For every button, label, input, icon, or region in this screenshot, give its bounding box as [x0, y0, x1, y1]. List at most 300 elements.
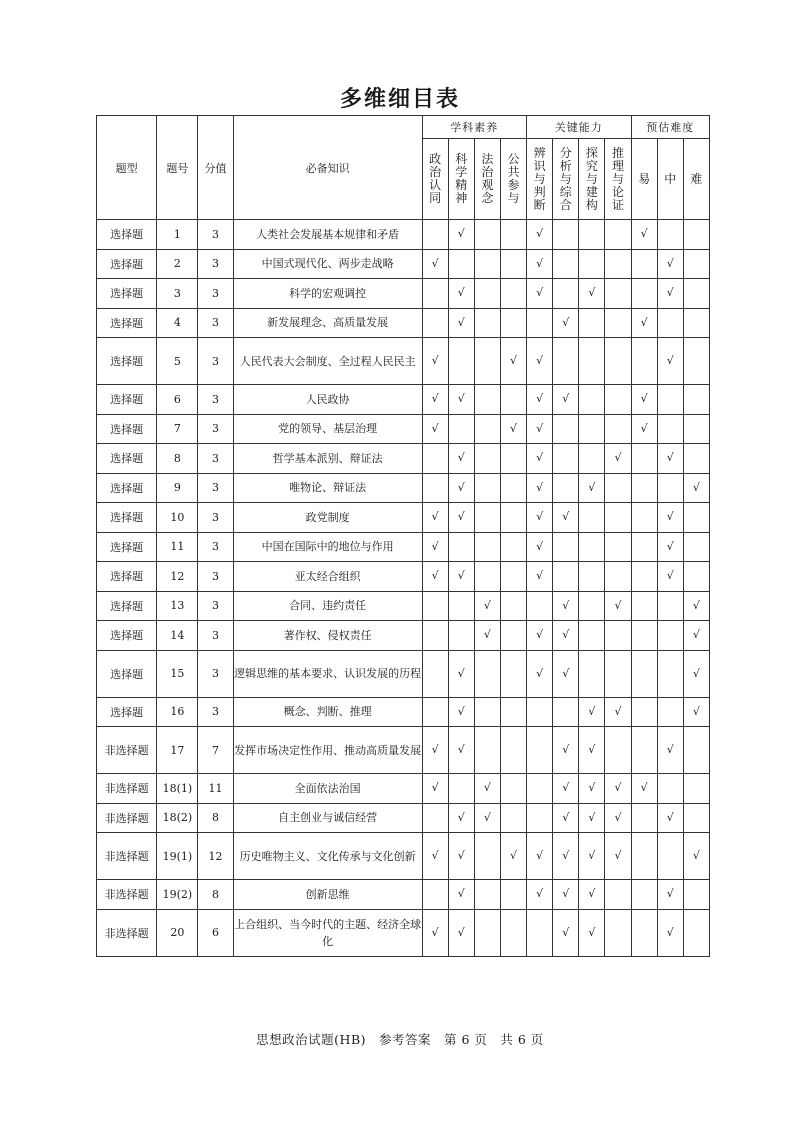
empty-cell	[605, 414, 631, 444]
check-mark: √	[579, 727, 605, 774]
cell-number: 18(1)	[157, 774, 198, 804]
cell-knowledge: 政党制度	[233, 503, 422, 533]
table-row	[97, 220, 710, 250]
check-mark: √	[448, 279, 474, 309]
check-mark: √	[474, 774, 500, 804]
empty-cell	[500, 532, 526, 562]
cell-type: 选择题	[97, 697, 157, 727]
empty-cell	[448, 414, 474, 444]
check-mark: √	[683, 473, 709, 503]
empty-cell	[500, 473, 526, 503]
header-ability: 辨识与判断	[527, 139, 553, 220]
cell-score: 3	[198, 444, 233, 474]
empty-cell	[683, 727, 709, 774]
cell-type: 选择题	[97, 532, 157, 562]
spec-table	[96, 115, 710, 957]
empty-cell	[631, 880, 657, 910]
check-mark: √	[422, 532, 448, 562]
empty-cell	[422, 308, 448, 338]
cell-score: 3	[198, 532, 233, 562]
cell-knowledge: 新发展理念、高质量发展	[233, 308, 422, 338]
empty-cell	[500, 909, 526, 956]
check-mark: √	[605, 444, 631, 474]
empty-cell	[631, 833, 657, 880]
header-ability: 探究与建构	[579, 139, 605, 220]
table-row	[97, 833, 710, 880]
check-mark: √	[527, 650, 553, 697]
cell-score: 11	[198, 774, 233, 804]
empty-cell	[500, 803, 526, 833]
empty-cell	[448, 249, 474, 279]
check-mark: √	[579, 909, 605, 956]
header-literacy: 科学精神	[448, 139, 474, 220]
cell-number: 19(2)	[157, 880, 198, 910]
table-row	[97, 562, 710, 592]
cell-number: 3	[157, 279, 198, 309]
check-mark: √	[605, 697, 631, 727]
empty-cell	[422, 279, 448, 309]
empty-cell	[553, 697, 579, 727]
cell-type: 选择题	[97, 279, 157, 309]
check-mark: √	[422, 503, 448, 533]
cell-score: 3	[198, 650, 233, 697]
empty-cell	[500, 621, 526, 651]
empty-cell	[474, 650, 500, 697]
check-mark: √	[500, 414, 526, 444]
cell-score: 3	[198, 220, 233, 250]
check-mark: √	[683, 621, 709, 651]
empty-cell	[605, 909, 631, 956]
cell-knowledge: 逻辑思维的基本要求、认识发展的历程	[233, 650, 422, 697]
header-literacy: 政治认同	[422, 139, 448, 220]
empty-cell	[527, 591, 553, 621]
check-mark: √	[553, 621, 579, 651]
empty-cell	[605, 621, 631, 651]
table-row	[97, 909, 710, 956]
empty-cell	[579, 532, 605, 562]
cell-knowledge: 全面依法治国	[233, 774, 422, 804]
check-mark: √	[553, 833, 579, 880]
table-body	[97, 220, 710, 957]
empty-cell	[579, 562, 605, 592]
cell-number: 20	[157, 909, 198, 956]
empty-cell	[422, 444, 448, 474]
empty-cell	[683, 880, 709, 910]
empty-cell	[605, 650, 631, 697]
empty-cell	[553, 338, 579, 385]
cell-score: 3	[198, 562, 233, 592]
empty-cell	[448, 338, 474, 385]
check-mark: √	[527, 444, 553, 474]
check-mark: √	[631, 774, 657, 804]
empty-cell	[605, 473, 631, 503]
cell-type: 非选择题	[97, 909, 157, 956]
cell-knowledge: 上合组织、当今时代的主题、经济全球化	[233, 909, 422, 956]
cell-knowledge: 自主创业与诚信经营	[233, 803, 422, 833]
header-difficulty: 难	[683, 139, 709, 220]
check-mark: √	[579, 279, 605, 309]
empty-cell	[579, 220, 605, 250]
check-mark: √	[422, 562, 448, 592]
cell-type: 非选择题	[97, 774, 157, 804]
empty-cell	[657, 414, 683, 444]
cell-type: 选择题	[97, 385, 157, 415]
empty-cell	[500, 591, 526, 621]
empty-cell	[657, 385, 683, 415]
check-mark: √	[474, 621, 500, 651]
check-mark: √	[631, 414, 657, 444]
check-mark: √	[448, 444, 474, 474]
check-mark: √	[448, 650, 474, 697]
check-mark: √	[553, 385, 579, 415]
cell-type: 选择题	[97, 338, 157, 385]
empty-cell	[657, 833, 683, 880]
check-mark: √	[527, 473, 553, 503]
cell-knowledge: 哲学基本派别、辩证法	[233, 444, 422, 474]
cell-number: 19(1)	[157, 833, 198, 880]
empty-cell	[553, 414, 579, 444]
check-mark: √	[448, 385, 474, 415]
cell-knowledge: 亚太经合组织	[233, 562, 422, 592]
cell-number: 16	[157, 697, 198, 727]
empty-cell	[500, 650, 526, 697]
check-mark: √	[657, 880, 683, 910]
check-mark: √	[448, 220, 474, 250]
empty-cell	[527, 774, 553, 804]
empty-cell	[500, 444, 526, 474]
check-mark: √	[631, 308, 657, 338]
cell-knowledge: 党的领导、基层治理	[233, 414, 422, 444]
cell-knowledge: 创新思维	[233, 880, 422, 910]
empty-cell	[474, 444, 500, 474]
empty-cell	[631, 444, 657, 474]
cell-number: 5	[157, 338, 198, 385]
check-mark: √	[448, 909, 474, 956]
check-mark: √	[527, 562, 553, 592]
empty-cell	[474, 697, 500, 727]
cell-score: 3	[198, 697, 233, 727]
check-mark: √	[657, 562, 683, 592]
check-mark: √	[422, 249, 448, 279]
cell-score: 3	[198, 385, 233, 415]
empty-cell	[553, 220, 579, 250]
check-mark: √	[553, 727, 579, 774]
empty-cell	[631, 650, 657, 697]
cell-type: 选择题	[97, 414, 157, 444]
empty-cell	[657, 774, 683, 804]
empty-cell	[631, 532, 657, 562]
empty-cell	[474, 338, 500, 385]
empty-cell	[474, 503, 500, 533]
empty-cell	[683, 909, 709, 956]
table-row	[97, 803, 710, 833]
check-mark: √	[527, 880, 553, 910]
check-mark: √	[683, 591, 709, 621]
page-title: 多维细目表	[339, 87, 460, 112]
header-type: 题型	[97, 116, 157, 220]
empty-cell	[474, 385, 500, 415]
empty-cell	[579, 414, 605, 444]
check-mark: √	[579, 774, 605, 804]
check-mark: √	[448, 503, 474, 533]
cell-score: 3	[198, 249, 233, 279]
cell-number: 1	[157, 220, 198, 250]
table-row	[97, 385, 710, 415]
check-mark: √	[683, 650, 709, 697]
page-footer: 思想政治试题(HB) 参考答案 第 6 页 共 6 页	[256, 1032, 544, 1047]
empty-cell	[579, 249, 605, 279]
check-mark: √	[553, 880, 579, 910]
empty-cell	[605, 562, 631, 592]
empty-cell	[605, 880, 631, 910]
check-mark: √	[579, 803, 605, 833]
table-row	[97, 697, 710, 727]
empty-cell	[657, 591, 683, 621]
header-group-difficulty: 预估难度	[631, 116, 709, 139]
check-mark: √	[448, 727, 474, 774]
empty-cell	[474, 833, 500, 880]
check-mark: √	[605, 774, 631, 804]
empty-cell	[422, 650, 448, 697]
check-mark: √	[683, 833, 709, 880]
empty-cell	[683, 338, 709, 385]
cell-knowledge: 历史唯物主义、文化传承与文化创新	[233, 833, 422, 880]
empty-cell	[631, 473, 657, 503]
empty-cell	[527, 909, 553, 956]
check-mark: √	[527, 503, 553, 533]
empty-cell	[683, 503, 709, 533]
empty-cell	[579, 444, 605, 474]
cell-number: 4	[157, 308, 198, 338]
empty-cell	[422, 880, 448, 910]
cell-number: 17	[157, 727, 198, 774]
header-difficulty: 中	[657, 139, 683, 220]
header-literacy: 法治观念	[474, 139, 500, 220]
empty-cell	[553, 473, 579, 503]
check-mark: √	[657, 279, 683, 309]
cell-knowledge: 人类社会发展基本规律和矛盾	[233, 220, 422, 250]
empty-cell	[631, 562, 657, 592]
empty-cell	[500, 220, 526, 250]
cell-type: 选择题	[97, 444, 157, 474]
empty-cell	[605, 532, 631, 562]
empty-cell	[500, 697, 526, 727]
cell-score: 3	[198, 414, 233, 444]
empty-cell	[527, 697, 553, 727]
cell-number: 8	[157, 444, 198, 474]
empty-cell	[579, 621, 605, 651]
cell-knowledge: 中国在国际中的地位与作用	[233, 532, 422, 562]
cell-type: 选择题	[97, 591, 157, 621]
cell-score: 8	[198, 803, 233, 833]
check-mark: √	[422, 909, 448, 956]
empty-cell	[631, 621, 657, 651]
empty-cell	[605, 338, 631, 385]
cell-score: 12	[198, 833, 233, 880]
header-literacy: 公共参与	[500, 139, 526, 220]
check-mark: √	[579, 880, 605, 910]
empty-cell	[631, 697, 657, 727]
empty-cell	[448, 532, 474, 562]
check-mark: √	[527, 621, 553, 651]
empty-cell	[579, 338, 605, 385]
check-mark: √	[448, 880, 474, 910]
empty-cell	[631, 803, 657, 833]
empty-cell	[683, 562, 709, 592]
cell-score: 3	[198, 503, 233, 533]
empty-cell	[579, 591, 605, 621]
empty-cell	[422, 473, 448, 503]
cell-score: 3	[198, 279, 233, 309]
header-difficulty: 易	[631, 139, 657, 220]
empty-cell	[553, 562, 579, 592]
check-mark: √	[553, 503, 579, 533]
empty-cell	[657, 621, 683, 651]
check-mark: √	[553, 803, 579, 833]
empty-cell	[579, 503, 605, 533]
cell-knowledge: 中国式现代化、两步走战略	[233, 249, 422, 279]
empty-cell	[474, 308, 500, 338]
empty-cell	[683, 249, 709, 279]
header-number: 题号	[157, 116, 198, 220]
empty-cell	[683, 774, 709, 804]
empty-cell	[474, 909, 500, 956]
cell-type: 非选择题	[97, 880, 157, 910]
table-row	[97, 249, 710, 279]
empty-cell	[683, 532, 709, 562]
cell-number: 12	[157, 562, 198, 592]
empty-cell	[527, 803, 553, 833]
check-mark: √	[422, 338, 448, 385]
cell-knowledge: 合同、违约责任	[233, 591, 422, 621]
empty-cell	[605, 385, 631, 415]
empty-cell	[474, 532, 500, 562]
cell-type: 选择题	[97, 473, 157, 503]
cell-knowledge: 科学的宏观调控	[233, 279, 422, 309]
check-mark: √	[553, 308, 579, 338]
table-row	[97, 650, 710, 697]
check-mark: √	[631, 220, 657, 250]
cell-type: 非选择题	[97, 727, 157, 774]
header-knowledge: 必备知识	[233, 116, 422, 220]
cell-score: 3	[198, 621, 233, 651]
empty-cell	[500, 249, 526, 279]
table-row	[97, 308, 710, 338]
empty-cell	[500, 880, 526, 910]
check-mark: √	[474, 803, 500, 833]
check-mark: √	[448, 562, 474, 592]
check-mark: √	[527, 338, 553, 385]
cell-knowledge: 著作权、侵权责任	[233, 621, 422, 651]
empty-cell	[631, 503, 657, 533]
cell-score: 3	[198, 591, 233, 621]
empty-cell	[631, 727, 657, 774]
check-mark: √	[422, 727, 448, 774]
cell-score: 8	[198, 880, 233, 910]
cell-type: 选择题	[97, 308, 157, 338]
check-mark: √	[579, 833, 605, 880]
empty-cell	[527, 308, 553, 338]
empty-cell	[500, 774, 526, 804]
empty-cell	[683, 308, 709, 338]
empty-cell	[474, 562, 500, 592]
check-mark: √	[527, 414, 553, 444]
cell-type: 选择题	[97, 249, 157, 279]
cell-knowledge: 人民政协	[233, 385, 422, 415]
check-mark: √	[657, 249, 683, 279]
empty-cell	[631, 249, 657, 279]
empty-cell	[422, 621, 448, 651]
table-row	[97, 279, 710, 309]
empty-cell	[683, 220, 709, 250]
header-score: 分值	[198, 116, 233, 220]
empty-cell	[422, 803, 448, 833]
check-mark: √	[657, 338, 683, 385]
empty-cell	[474, 279, 500, 309]
check-mark: √	[500, 833, 526, 880]
cell-number: 6	[157, 385, 198, 415]
empty-cell	[605, 279, 631, 309]
cell-knowledge: 唯物论、辩证法	[233, 473, 422, 503]
check-mark: √	[422, 774, 448, 804]
table-row	[97, 532, 710, 562]
empty-cell	[474, 220, 500, 250]
check-mark: √	[448, 697, 474, 727]
check-mark: √	[527, 833, 553, 880]
check-mark: √	[448, 473, 474, 503]
empty-cell	[683, 803, 709, 833]
empty-cell	[448, 591, 474, 621]
empty-cell	[553, 532, 579, 562]
check-mark: √	[527, 220, 553, 250]
check-mark: √	[422, 385, 448, 415]
check-mark: √	[605, 833, 631, 880]
empty-cell	[553, 249, 579, 279]
check-mark: √	[474, 591, 500, 621]
header-ability: 分析与综合	[553, 139, 579, 220]
header-group-ability: 关键能力	[527, 116, 632, 139]
empty-cell	[683, 385, 709, 415]
cell-type: 选择题	[97, 562, 157, 592]
empty-cell	[605, 727, 631, 774]
empty-cell	[657, 697, 683, 727]
empty-cell	[422, 697, 448, 727]
check-mark: √	[553, 774, 579, 804]
check-mark: √	[553, 650, 579, 697]
check-mark: √	[448, 308, 474, 338]
empty-cell	[605, 249, 631, 279]
cell-number: 7	[157, 414, 198, 444]
table-row	[97, 591, 710, 621]
check-mark: √	[579, 697, 605, 727]
empty-cell	[474, 414, 500, 444]
cell-knowledge: 发挥市场决定性作用、推动高质量发展	[233, 727, 422, 774]
cell-type: 选择题	[97, 503, 157, 533]
check-mark: √	[631, 385, 657, 415]
cell-knowledge: 人民代表大会制度、全过程人民民主	[233, 338, 422, 385]
cell-knowledge: 概念、判断、推理	[233, 697, 422, 727]
empty-cell	[500, 279, 526, 309]
table-row	[97, 774, 710, 804]
header-ability: 推理与论证	[605, 139, 631, 220]
empty-cell	[579, 385, 605, 415]
check-mark: √	[500, 338, 526, 385]
check-mark: √	[657, 444, 683, 474]
check-mark: √	[657, 727, 683, 774]
cell-number: 2	[157, 249, 198, 279]
check-mark: √	[683, 697, 709, 727]
empty-cell	[631, 279, 657, 309]
